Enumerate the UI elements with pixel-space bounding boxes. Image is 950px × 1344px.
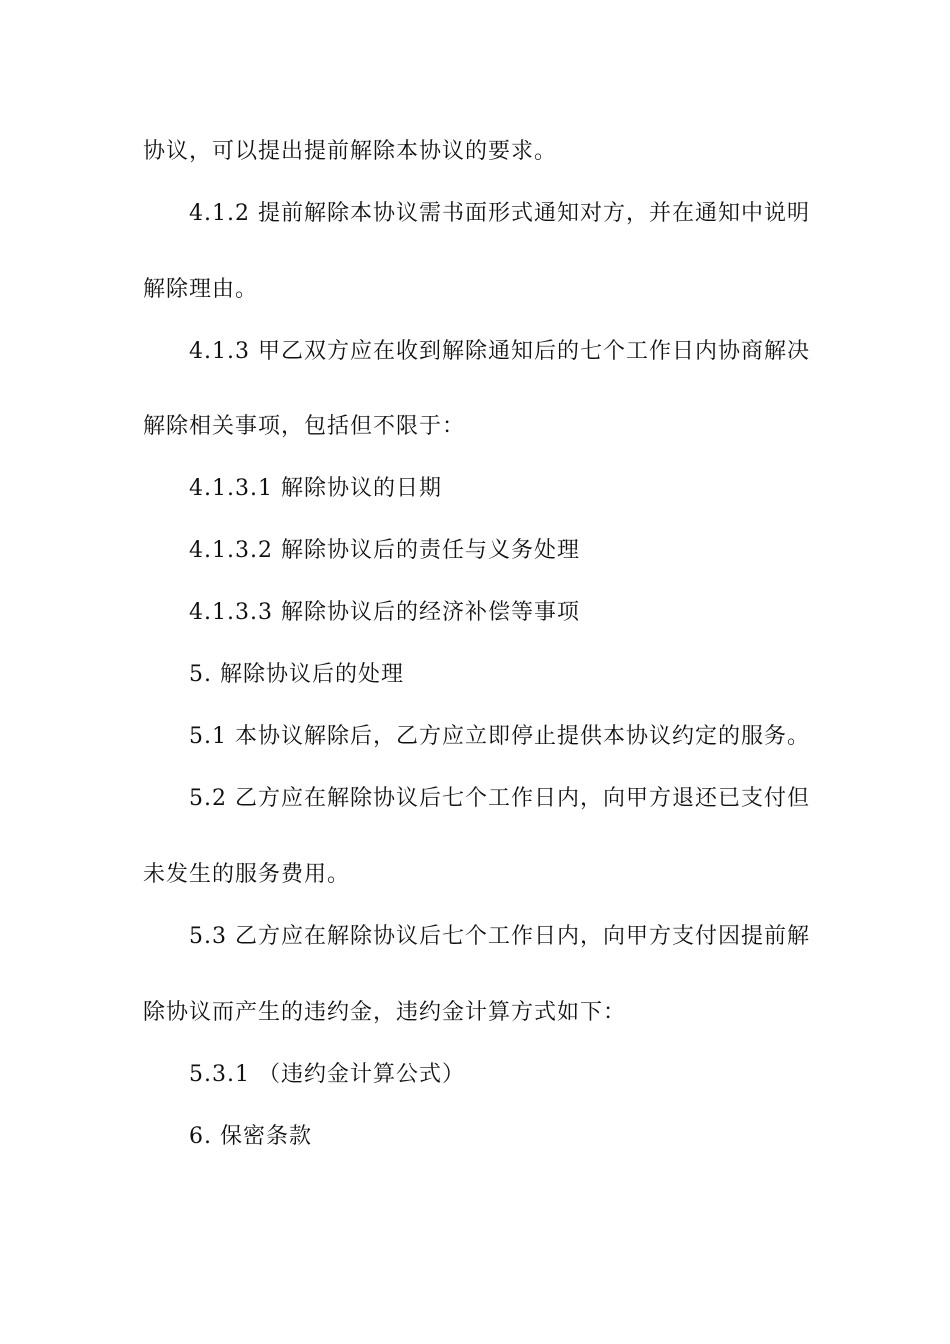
text-line-continuation-5-2: 未发生的服务费用。	[143, 862, 351, 887]
section-heading-5: 5. 解除协议后的处理	[189, 662, 404, 687]
clause-5-3-1: 5.3.1 （违约金计算公式）	[189, 1062, 465, 1087]
clause-4-1-3-1: 4.1.3.1 解除协议的日期	[189, 476, 442, 501]
text-line-continuation-4-1-2: 解除理由。	[143, 277, 259, 302]
clause-4-1-2: 4.1.2 提前解除本协议需书面形式通知对方，并在通知中说明	[189, 201, 810, 226]
clause-4-1-3-3: 4.1.3.3 解除协议后的经济补偿等事项	[189, 600, 580, 625]
clause-5-3: 5.3 乙方应在解除协议后七个工作日内，向甲方支付因提前解	[189, 924, 810, 949]
section-heading-6: 6. 保密条款	[189, 1124, 312, 1149]
clause-5-1: 5.1 本协议解除后，乙方应立即停止提供本协议约定的服务。	[189, 724, 810, 749]
text-line-continuation-4-1-1: 协议，可以提出提前解除本协议的要求。	[143, 139, 558, 164]
text-line-continuation-5-3: 除协议而产生的违约金，违约金计算方式如下：	[143, 1000, 627, 1025]
clause-5-2: 5.2 乙方应在解除协议后七个工作日内，向甲方退还已支付但	[189, 786, 810, 811]
text-line-continuation-4-1-3: 解除相关事项，包括但不限于：	[143, 414, 466, 439]
clause-4-1-3: 4.1.3 甲乙双方应在收到解除通知后的七个工作日内协商解决	[189, 339, 810, 364]
clause-4-1-3-2: 4.1.3.2 解除协议后的责任与义务处理	[189, 538, 580, 563]
